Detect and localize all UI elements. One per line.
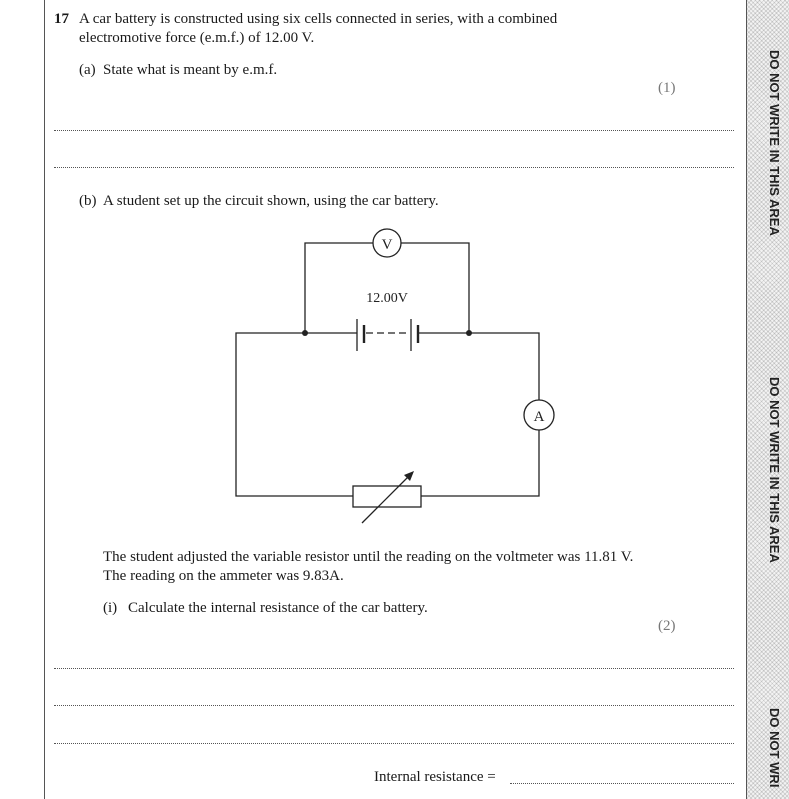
voltmeter-symbol: V xyxy=(381,237,393,253)
margin-warning-bottom: DO NOT WRI xyxy=(767,708,782,788)
question-intro-line1: A car battery is constructed using six cells connected in series, with a combined xyxy=(79,11,558,27)
part-bi-text: Calculate the internal resistance of the car battery. xyxy=(128,600,428,616)
final-answer-line[interactable] xyxy=(510,783,734,784)
part-bi-marks: (2) xyxy=(658,618,676,634)
part-a-text: State what is meant by e.m.f. xyxy=(103,62,278,78)
part-b-info-line1: The student adjusted the variable resistor until the reading on the voltmeter was 11.81 V. xyxy=(103,549,634,565)
part-b-info-line2: The reading on the ammeter was 9.83A. xyxy=(103,568,344,584)
junction-dot xyxy=(466,330,472,336)
question-number: 17 xyxy=(54,11,69,27)
part-a-label: (a) xyxy=(79,62,96,78)
question-intro-line2: electromotive force (e.m.f.) of 12.00 V. xyxy=(79,30,315,46)
answer-line[interactable] xyxy=(54,743,734,744)
answer-label-internal-resistance: Internal resistance = xyxy=(374,769,496,785)
main-wire-top-right xyxy=(469,333,539,401)
answer-line[interactable] xyxy=(54,668,734,669)
voltmeter-wire-left xyxy=(305,243,373,333)
answer-line[interactable] xyxy=(54,705,734,706)
battery-symbol xyxy=(357,319,418,351)
part-b-label: (b) xyxy=(79,193,97,209)
main-wire-right xyxy=(421,430,539,496)
part-bi-label: (i) xyxy=(103,600,118,616)
part-a-marks: (1) xyxy=(658,80,676,96)
main-wire-left xyxy=(236,333,353,496)
variable-resistor-body xyxy=(353,486,421,507)
part-b-text: A student set up the circuit shown, using the car battery. xyxy=(103,193,439,209)
margin-warning-middle: DO NOT WRITE IN THIS AREA xyxy=(767,377,782,563)
margin-warning-top: DO NOT WRITE IN THIS AREA xyxy=(767,50,782,236)
battery-label: 12.00V xyxy=(366,291,408,306)
junction-dot xyxy=(302,330,308,336)
ammeter-symbol: A xyxy=(533,409,545,425)
